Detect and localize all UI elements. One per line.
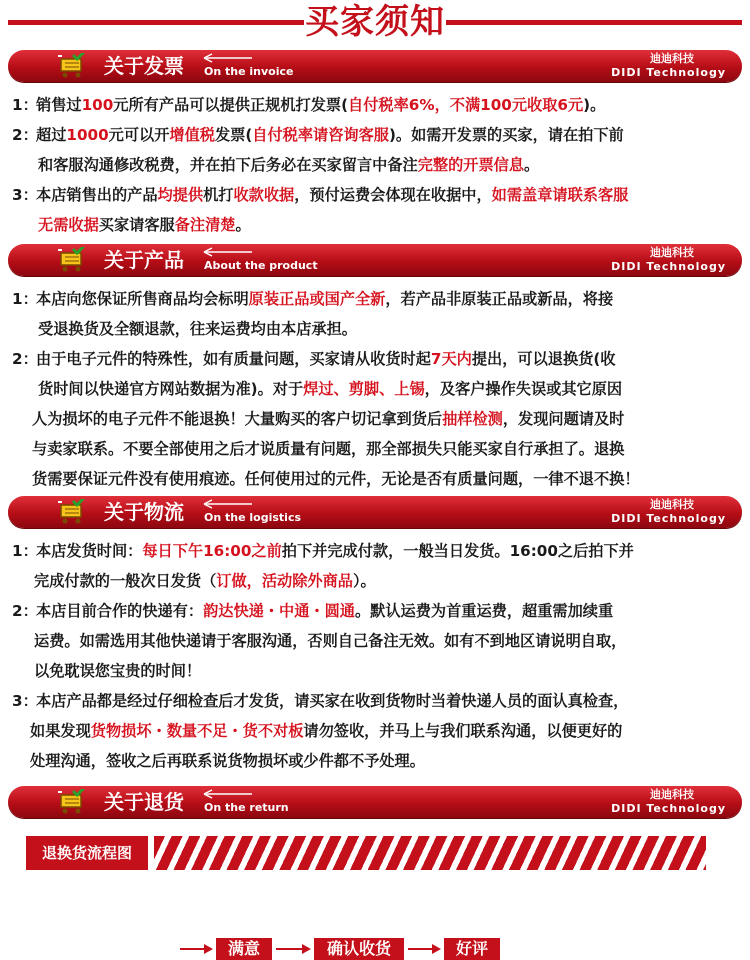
section-banner-invoice — [8, 50, 742, 82]
shopping-cart-icon — [58, 789, 86, 815]
highlight-text: 完整的开票信息 — [417, 156, 524, 174]
section-subtitle: On the logistics — [204, 511, 302, 524]
highlight-text: 韵达快递・中通・圆通 — [203, 602, 355, 620]
title-divider-right — [446, 20, 742, 25]
flow-step: 确认收货 — [314, 938, 404, 960]
text: 。默认运费为首重运费，超重需加续重 — [354, 602, 614, 620]
brand-name-en: DIDI Technology — [611, 512, 726, 525]
text: 受退换货及全额退款，往来运费均由本店承担。 — [38, 320, 357, 338]
text: 本店产品都是经过仔细检查后才发货，请买家在收到货物时当着快递人员的面认真检查， — [36, 692, 629, 710]
text: ，及客户操作失误或其它原因 — [424, 380, 623, 398]
brand-name-en: DIDI Technology — [611, 802, 726, 815]
highlight-text: 100 — [81, 96, 114, 114]
continuation-line — [12, 566, 738, 596]
decorative-stripes — [154, 836, 706, 870]
text: 。 — [235, 216, 251, 234]
arrow-left-icon — [202, 788, 254, 800]
flow-step: 好评 — [444, 938, 500, 960]
highlight-text: 自付税率6%，不满100元收取6元 — [348, 96, 584, 114]
text: 如果发现 — [30, 722, 91, 740]
highlight-text: 增值税 — [169, 126, 215, 144]
brand-name-zh: 迪迪科技 — [650, 246, 694, 259]
text: 销售过 — [36, 96, 82, 114]
section-banner-return — [8, 786, 742, 818]
page-header — [0, 0, 750, 44]
item-number: 3： — [12, 186, 38, 204]
logistics-item-1 — [12, 536, 738, 596]
text: 提出，可以退换货(收 — [471, 350, 616, 368]
section-subtitle: On the return — [204, 801, 289, 814]
continuation-line — [12, 210, 738, 240]
text: 超过 — [36, 126, 67, 144]
highlight-text: 订做，活动除外商品 — [216, 572, 353, 590]
section-banner-logistics — [8, 496, 742, 528]
highlight-text: 均提供 — [157, 186, 204, 204]
return-flow-label: 退换货流程图 — [26, 836, 148, 870]
logistics-item-3 — [12, 686, 738, 776]
title-divider-left — [8, 20, 304, 25]
text: 元所有产品可以提供正规机打发票( — [113, 96, 349, 114]
arrow-right-icon — [408, 942, 442, 956]
text: )。如需开发票的买家，请在拍下前 — [388, 126, 624, 144]
continuation-line — [12, 464, 738, 494]
highlight-text: 7天内 — [430, 350, 472, 368]
text: 本店发货时间： — [36, 542, 143, 560]
text: ）。 — [352, 572, 376, 590]
highlight-text: 货物损坏・数量不足・货不对板 — [90, 722, 304, 740]
text: 买家请客服 — [98, 216, 175, 234]
text: 本店目前合作的快递有： — [36, 602, 204, 620]
arrow-left-icon — [202, 246, 254, 258]
highlight-text: 每日下午16:00之前 — [142, 542, 282, 560]
text: 发票( — [214, 126, 253, 144]
arrow-right-icon — [180, 942, 214, 956]
item-number: 2： — [12, 126, 38, 144]
section-subtitle: On the invoice — [204, 65, 294, 78]
invoice-item-2 — [12, 120, 738, 180]
shopping-cart-icon — [58, 247, 86, 273]
brand-name-zh: 迪迪科技 — [650, 52, 694, 65]
invoice-item-1 — [12, 90, 738, 120]
text: 和客服沟通修改税费，并在拍下后务必在买家留言中备注 — [38, 156, 418, 174]
arrow-left-icon — [202, 52, 254, 64]
text: 拍下并完成付款，一般当日发货。16:00之后拍下并 — [281, 542, 634, 560]
text: 货需要保证元件没有使用痕迹。任何使用过的元件，无论是否有质量问题，一律不退不换！ — [32, 470, 640, 488]
brand-name-zh: 迪迪科技 — [650, 788, 694, 801]
item-number: 1： — [12, 96, 38, 114]
product-item-1 — [12, 284, 738, 344]
brand-name-zh: 迪迪科技 — [650, 498, 694, 511]
text: 本店销售出的产品 — [36, 186, 158, 204]
item-number: 2： — [12, 350, 38, 368]
text: 人为损坏的电子元件不能退换！大量购买的客户切记拿到货后 — [32, 410, 443, 428]
shopping-cart-icon — [58, 53, 86, 79]
text: 请勿签收，并马上与我们联系沟通，以便更好的 — [303, 722, 623, 740]
section-subtitle: About the product — [204, 259, 318, 272]
continuation-line — [12, 746, 738, 776]
text: 机打 — [203, 186, 234, 204]
continuation-line — [12, 716, 738, 746]
return-flow-steps — [0, 938, 750, 960]
highlight-text: 原装正品或国产全新 — [248, 290, 386, 308]
item-number: 2： — [12, 602, 38, 620]
highlight-text: 自付税率请咨询客服 — [252, 126, 389, 144]
continuation-line — [12, 374, 738, 404]
text: 。 — [524, 156, 540, 174]
item-number: 1： — [12, 542, 38, 560]
highlight-text: 备注清楚 — [174, 216, 236, 234]
continuation-line — [12, 404, 738, 434]
text: 本店向您保证所售商品均会标明 — [36, 290, 249, 308]
text: 货时间以快递官方网站数据为准)。对于 — [38, 380, 304, 398]
continuation-line — [12, 656, 738, 686]
continuation-line — [12, 434, 738, 464]
text: ，发现问题请及时 — [502, 410, 625, 428]
product-item-2 — [12, 344, 738, 494]
item-number: 1： — [12, 290, 38, 308]
section-title: 关于发票 — [104, 54, 184, 78]
arrow-left-icon — [202, 498, 254, 510]
text: 由于电子元件的特殊性，如有质量问题，买家请从收货时起 — [36, 350, 431, 368]
brand-name-en: DIDI Technology — [611, 260, 726, 273]
text: ，预付运费会体现在收据中， — [294, 186, 492, 204]
text: 元可以开 — [108, 126, 170, 144]
text: 以免耽误您宝贵的时间！ — [34, 662, 202, 680]
flow-step: 满意 — [216, 938, 272, 960]
highlight-text: 无需收据 — [38, 216, 99, 234]
section-title: 关于退货 — [104, 790, 184, 814]
text: 处理沟通，签收之后再联系说货物损坏或少件都不予处理。 — [30, 752, 425, 770]
logistics-item-2 — [12, 596, 738, 686]
continuation-line — [12, 150, 738, 180]
page-title: 买家须知 — [305, 2, 445, 42]
highlight-text: 焊过、剪脚、上锡 — [303, 380, 425, 398]
text: 完成付款的一般次日发货（ — [34, 572, 217, 590]
highlight-text: 抽样检测 — [442, 410, 503, 428]
arrow-right-icon — [276, 942, 312, 956]
item-number: 3： — [12, 692, 38, 710]
highlight-text: 收款收据 — [233, 186, 295, 204]
highlight-text: 1000 — [66, 126, 109, 144]
text: ，若产品非原装正品或新品，将接 — [385, 290, 614, 308]
brand-name-en: DIDI Technology — [611, 66, 726, 79]
text: 运费。如需选用其他快递请于客服沟通，否则自己备注无效。如有不到地区请说明自取， — [34, 632, 627, 650]
continuation-line — [12, 314, 738, 344]
invoice-item-3 — [12, 180, 738, 240]
text: )。 — [583, 96, 606, 114]
continuation-line — [12, 626, 738, 656]
highlight-text: 如需盖章请联系客服 — [491, 186, 629, 204]
text: 与卖家联系。不要全部使用之后才说质量有问题，那全部损失只能买家自行承担了。退换 — [32, 440, 625, 458]
return-flow-header — [26, 836, 706, 870]
section-banner-product — [8, 244, 742, 276]
section-title: 关于物流 — [104, 500, 184, 524]
section-title: 关于产品 — [104, 248, 184, 272]
shopping-cart-icon — [58, 499, 86, 525]
